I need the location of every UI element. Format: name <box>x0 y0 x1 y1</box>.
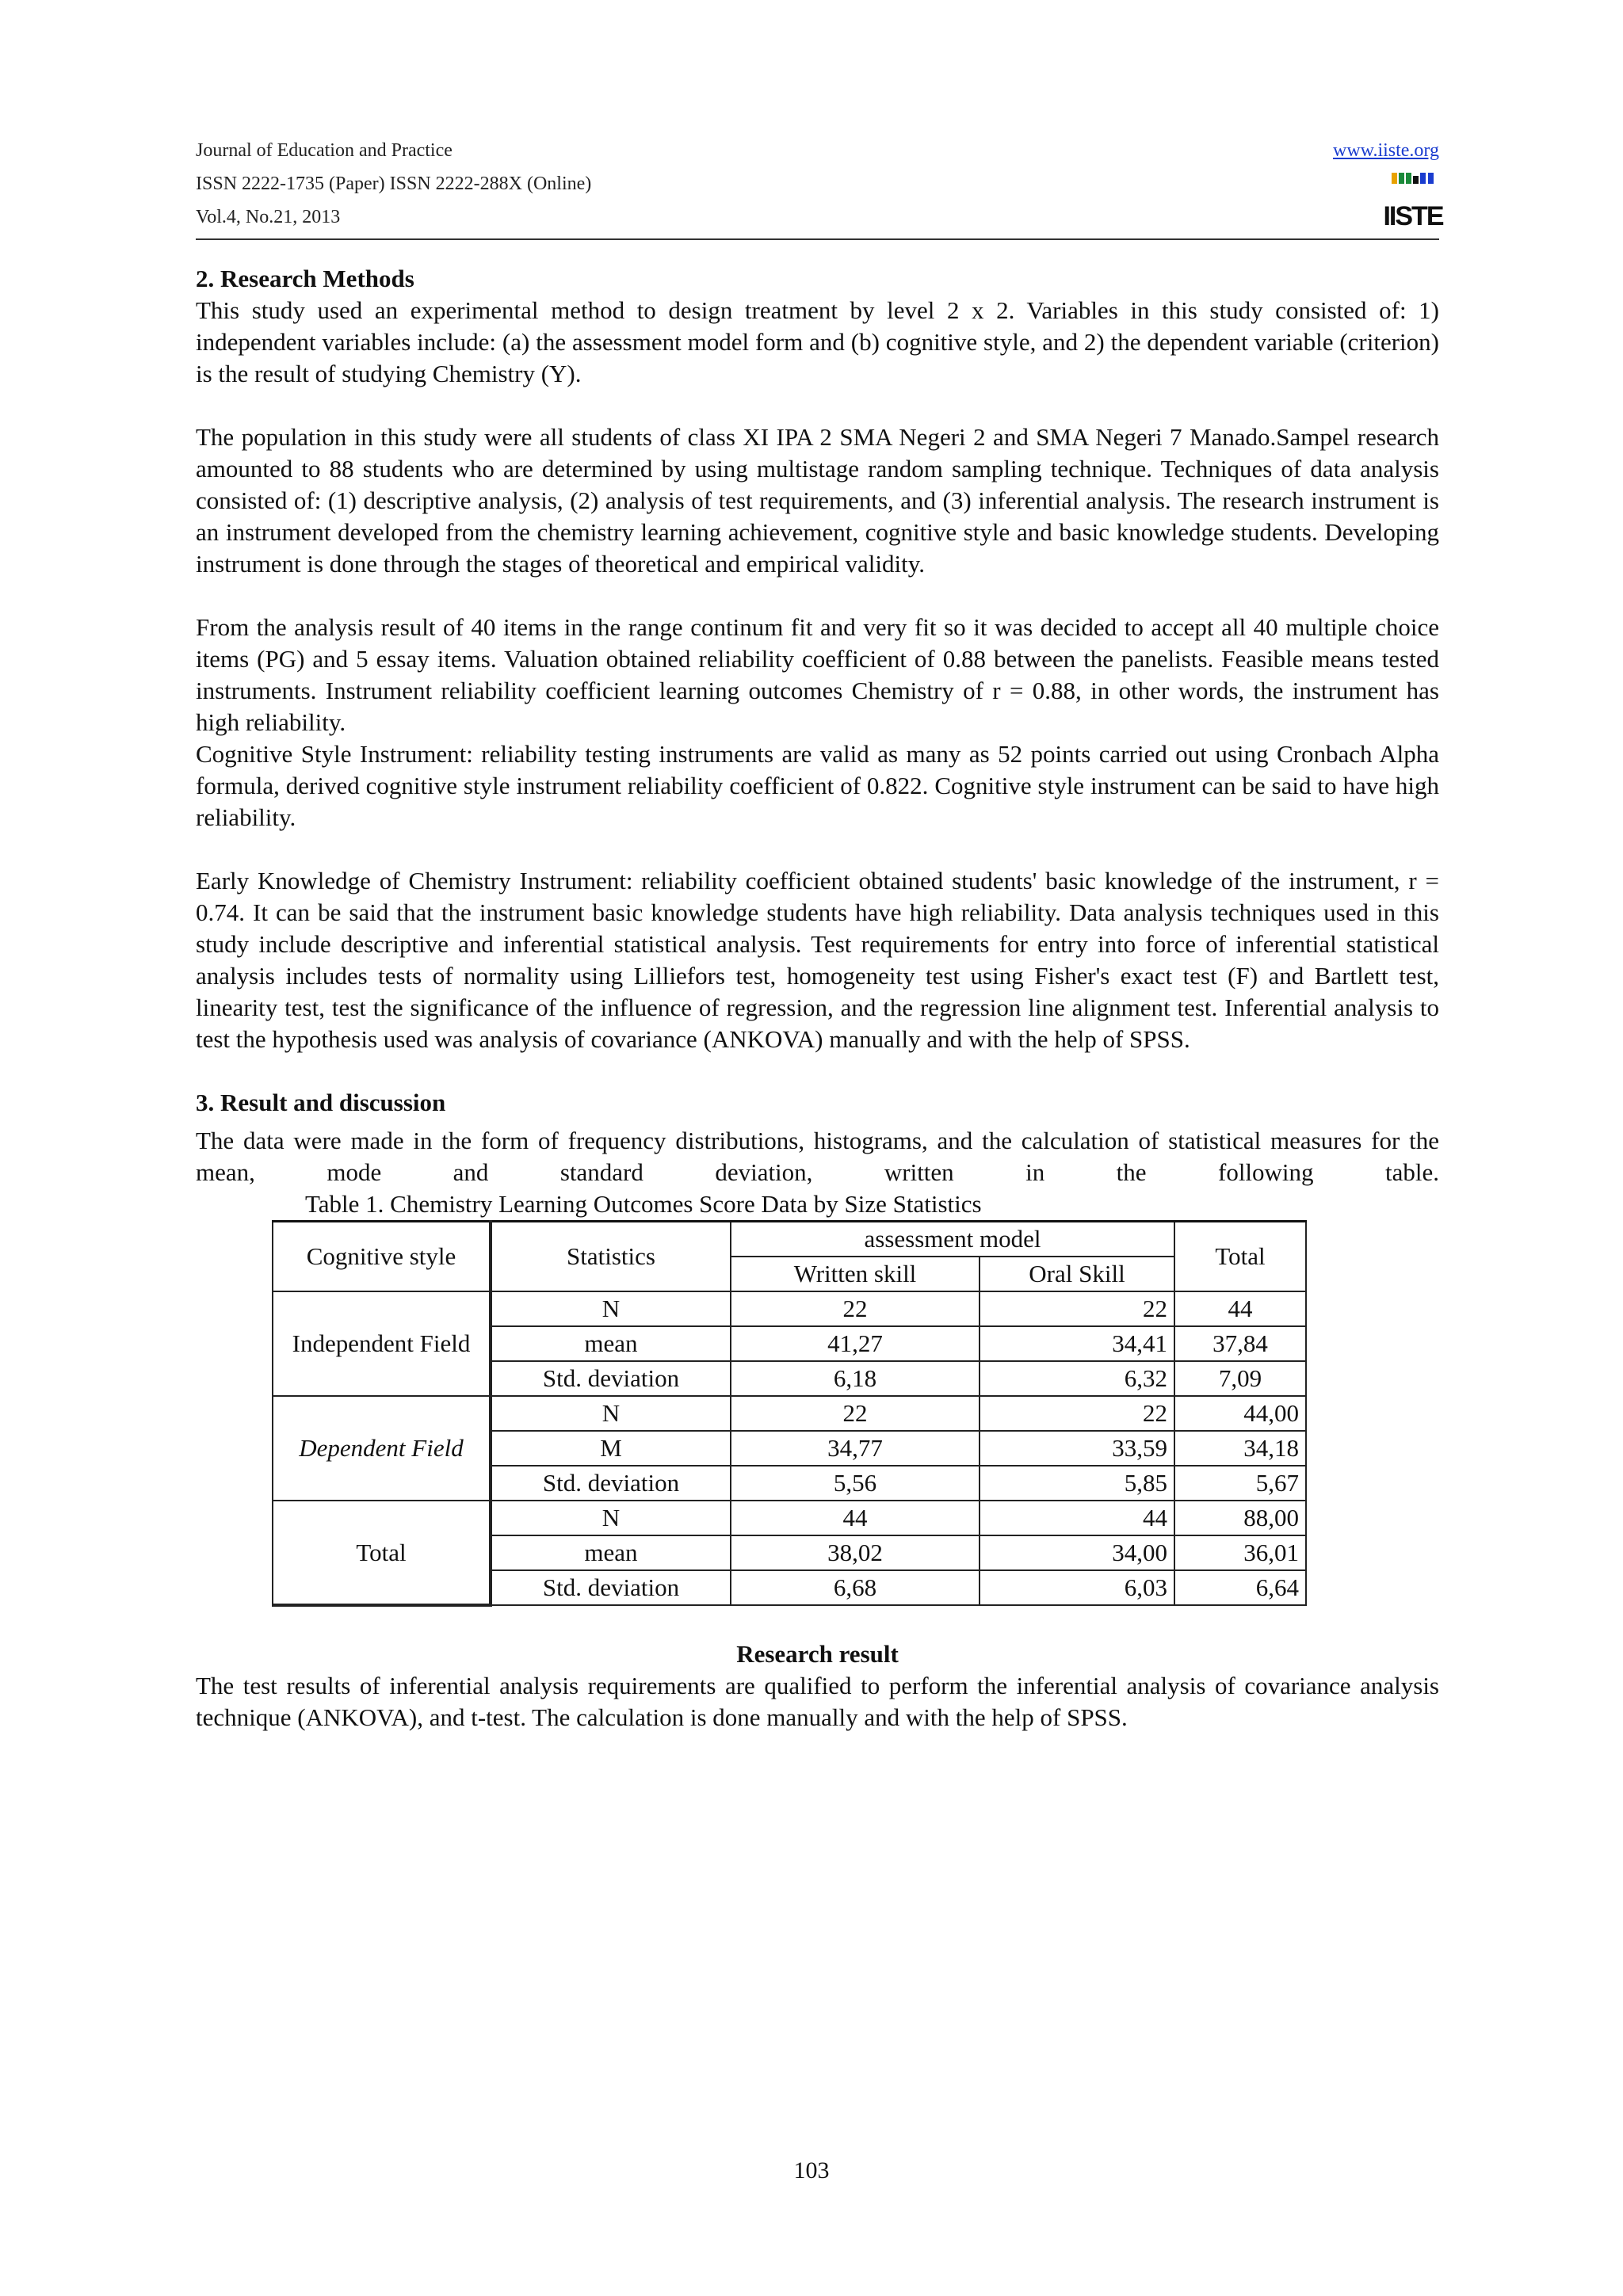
total-value: 37,84 <box>1174 1326 1306 1361</box>
written-value: 41,27 <box>731 1326 980 1361</box>
total-value: 5,67 <box>1174 1466 1306 1501</box>
section-2-paragraph-3: From the analysis result of 40 items in the range continum fit and very fit so it was decided to accept all 40 multiple choice items (PG) and 5 essay items. Valuation obtained reliability coefficient of 0.88 between the panelists. Feasible means tested instruments. Instrument reliability coefficient learning outcomes Chemistry of r = 0.88, in other words, the instrument has high reliability. <box>196 613 1439 736</box>
total-value: 36,01 <box>1174 1535 1306 1570</box>
stat-label: N <box>491 1396 731 1431</box>
journal-issn: ISSN 2222-1735 (Paper) ISSN 2222-288X (Online) <box>196 174 592 194</box>
total-value: 44,00 <box>1174 1396 1306 1431</box>
oral-value: 22 <box>980 1396 1174 1431</box>
section-2-paragraph-5: Early Knowledge of Chemistry Instrument: reliability coefficient obtained students' basic knowledge of the instrument, r = 0.74. It can be said that the instrument basic knowledge students have high reliability. Data analysis techniques used in this study include descriptive and inferential statistical analysis. Test requirements for entry into force of inferential statistical analysis includes tests of normality using Lilliefors test, homogeneity test using Fisher's exact test (F) and Bartlett test, linearity test, test the significance of the influence of regression, and the regression line alignment test. Inferential analysis to test the hypothesis used was analysis of covariance (ANKOVA) manually and with the help of SPSS. <box>196 867 1439 1053</box>
stat-label: Std. deviation <box>491 1361 731 1396</box>
research-result-paragraph: The test results of inferential analysis requirements are qualified to perform the inferential analysis of covariance analysis technique (ANKOVA), and t-test. The calculation is done manually and with the help of SPSS. <box>196 1672 1439 1731</box>
section-2-paragraph-2: The population in this study were all students of class XI IPA 2 SMA Negeri 2 and SMA Negeri 7 Manado.Sampel research amounted to 88 students who are determined by using multistage random sampling technique. Techniques of data analysis consisted of: (1) descriptive analysis, (2) analysis of test requirements, and (3) inferential analysis. The research instrument is an instrument developed from the chemistry learning achievement, cognitive style and basic knowledge students. Developing instrument is done through the stages of theoretical and empirical validity. <box>196 423 1439 578</box>
journal-url-link[interactable]: www.iiste.org <box>1333 140 1439 161</box>
oral-value: 22 <box>980 1291 1174 1326</box>
written-value: 44 <box>731 1501 980 1535</box>
oral-value: 33,59 <box>980 1431 1174 1466</box>
header-total: Total <box>1174 1222 1306 1292</box>
oral-value: 6,32 <box>980 1361 1174 1396</box>
section-3-paragraph-1: The data were made in the form of frequency distributions, histograms, and the calculation of statistical measures for the mean, mode and standard deviation, written in the following table. <box>196 1127 1439 1186</box>
written-value: 6,18 <box>731 1361 980 1396</box>
table-caption: Table 1. Chemistry Learning Outcomes Score Data by Size Statistics <box>305 1190 982 1218</box>
oral-value: 34,41 <box>980 1326 1174 1361</box>
oral-value: 5,85 <box>980 1466 1174 1501</box>
written-value: 22 <box>731 1291 980 1326</box>
stat-label: Std. deviation <box>491 1466 731 1501</box>
section-2-paragraph-1: This study used an experimental method to design treatment by level 2 x 2. Variables in this study consisted of: 1) independent variables include: (a) the assessment model form and (b) cognitive style, and 2) the dependent variable (criterion) is the result of studying Chemistry (Y). <box>196 296 1439 387</box>
header-cognitive-style: Cognitive style <box>273 1222 491 1292</box>
table-header-row <box>273 1222 1306 1257</box>
stat-label: mean <box>491 1535 731 1570</box>
table-row <box>273 1291 1306 1326</box>
header-divider <box>196 238 1439 240</box>
journal-name: Journal of Education and Practice <box>196 140 453 161</box>
written-value: 6,68 <box>731 1570 980 1605</box>
group-label-text: Dependent Field <box>299 1434 464 1462</box>
header-statistics: Statistics <box>491 1222 731 1292</box>
stat-label: N <box>491 1291 731 1326</box>
written-value: 34,77 <box>731 1431 980 1466</box>
oral-value: 6,03 <box>980 1570 1174 1605</box>
header-assessment-model: assessment model <box>731 1222 1174 1257</box>
logo-text: IISTE <box>1383 201 1443 231</box>
table-row <box>273 1396 1306 1431</box>
total-value: 7,09 <box>1174 1361 1306 1396</box>
header-written-skill: Written skill <box>731 1257 980 1291</box>
group-label <box>273 1396 491 1501</box>
journal-volume: Vol.4, No.21, 2013 <box>196 207 341 227</box>
section-2-paragraph-4: Cognitive Style Instrument: reliability testing instruments are valid as many as 52 points carried out using Cronbach Alpha formula, derived cognitive style instrument reliability coefficient of 0.822. Cognitive style instrument can be said to have high reliability. <box>196 740 1439 831</box>
stat-label: Std. deviation <box>491 1570 731 1605</box>
written-value: 5,56 <box>731 1466 980 1501</box>
total-value: 6,64 <box>1174 1570 1306 1605</box>
section-3-heading: 3. Result and discussion <box>196 1089 446 1116</box>
total-value: 34,18 <box>1174 1431 1306 1466</box>
table-row <box>273 1501 1306 1535</box>
page-header <box>196 136 1443 236</box>
iiste-logo <box>1383 171 1443 231</box>
written-value: 38,02 <box>731 1535 980 1570</box>
total-value: 88,00 <box>1174 1501 1306 1535</box>
stat-label: N <box>491 1501 731 1535</box>
group-label: Total <box>273 1501 491 1605</box>
stat-label: mean <box>491 1326 731 1361</box>
total-value: 44 <box>1174 1291 1306 1326</box>
research-result-heading: Research result <box>736 1640 899 1668</box>
stat-label: M <box>491 1431 731 1466</box>
oral-value: 34,00 <box>980 1535 1174 1570</box>
section-2-heading: 2. Research Methods <box>196 265 414 292</box>
statistics-table <box>272 1220 1307 1607</box>
page-number: 103 <box>793 2157 830 2183</box>
group-label: Independent Field <box>273 1291 491 1396</box>
header-oral-skill: Oral Skill <box>980 1257 1174 1291</box>
article-body <box>196 263 1439 1733</box>
oral-value: 44 <box>980 1501 1174 1535</box>
written-value: 22 <box>731 1396 980 1431</box>
